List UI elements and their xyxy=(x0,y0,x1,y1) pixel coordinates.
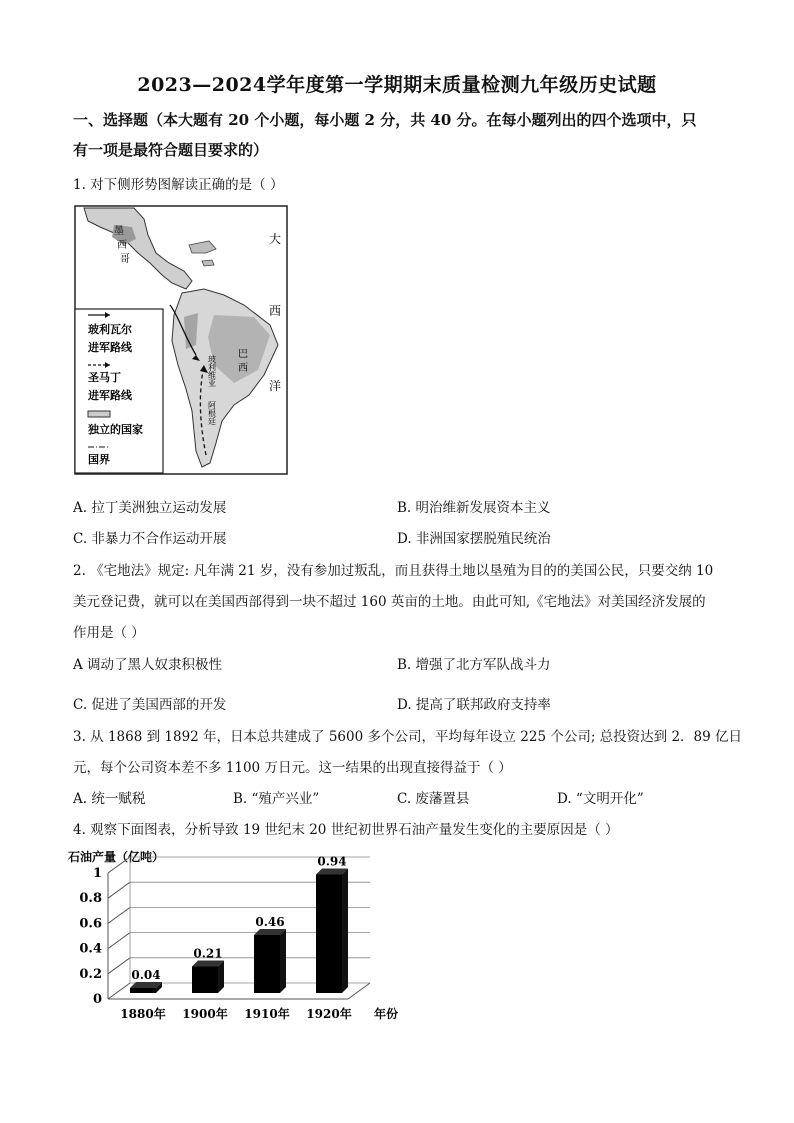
q2-option-d: D. 提高了联邦政府支持率 xyxy=(397,697,551,713)
y-tick-label: 0 xyxy=(92,992,102,1007)
bar-side xyxy=(342,869,348,993)
map-label-ocean-3: 洋 xyxy=(269,379,282,393)
grid-diag xyxy=(108,882,130,898)
y-tick-label: 0.6 xyxy=(79,916,102,932)
chart-bars xyxy=(130,855,348,993)
grid-diag xyxy=(108,907,130,923)
chart-x-axis-label: 年份 xyxy=(374,1007,399,1021)
grid-diag xyxy=(108,933,130,949)
west-coast-shade xyxy=(184,313,198,349)
map-label-ocean-1: 大 xyxy=(269,232,282,246)
q2-stem-line3: 作用是（ ） xyxy=(73,625,145,641)
legend-san-martin-1: 圣马丁 xyxy=(88,371,121,384)
page-title: 2023—2024学年度第一学期期末质量检测九年级历史试题 xyxy=(137,74,657,96)
latin-america-map xyxy=(74,205,288,475)
map-label-ocean-2: 西 xyxy=(269,304,282,318)
q3-option-d: D. “文明开化” xyxy=(557,791,644,807)
bar-front xyxy=(192,967,218,993)
legend-san-martin-2: 进军路线 xyxy=(88,389,132,402)
bar-value-label: 0.04 xyxy=(131,967,161,982)
bar-front xyxy=(130,988,156,993)
floor-edge xyxy=(348,983,370,999)
y-tick-label: 0.2 xyxy=(79,966,102,982)
bar-value-label: 0.94 xyxy=(317,854,347,869)
legend-independent: 独立的国家 xyxy=(88,423,143,436)
x-tick-label: 1910年 xyxy=(244,1007,290,1021)
q3-option-b: B. “殖产兴业” xyxy=(233,791,320,807)
legend-bolivar-2: 进军路线 xyxy=(88,341,132,354)
map-label-argentina: 阿根廷 xyxy=(207,401,217,425)
bar-value-label: 0.21 xyxy=(193,946,223,961)
q1-option-c: C. 非暴力不合作运动开展 xyxy=(73,531,227,547)
q2-option-c: C. 促进了美国西部的开发 xyxy=(73,697,227,713)
y-tick-label: 1 xyxy=(92,866,102,881)
chart-x-ticks xyxy=(120,1006,351,1021)
q2-stem-line2: 美元登记费，就可以在美国西部得到一块不超过 160 英亩的土地。由此可知,《宅地法》对美国经济发展的 xyxy=(73,594,706,610)
x-tick-label: 1880年 xyxy=(120,1007,166,1021)
q3-option-a: A. 统一赋税 xyxy=(73,791,146,807)
y-tick-label: 0.4 xyxy=(79,941,102,957)
bar-front xyxy=(316,875,342,993)
q1-option-d: D. 非洲国家摆脱殖民统治 xyxy=(397,531,551,547)
bar-front xyxy=(254,935,280,993)
q2-option-a: A 调动了黑人奴隶积极性 xyxy=(73,657,223,673)
q1-option-b: B. 明治维新发展资本主义 xyxy=(397,500,551,516)
map-label-mexico-1: 墨 xyxy=(114,226,124,237)
q1-option-a: A. 拉丁美洲独立运动发展 xyxy=(73,500,227,516)
grid-diag xyxy=(108,983,130,999)
q2-option-b: B. 增强了北方军队战斗力 xyxy=(397,657,551,673)
q2-stem-line1: 2. 《宅地法》规定: 凡年满 21 岁，没有参加过叛乱，而且获得土地以垦殖为目的的美国公民，只要交纳 10 xyxy=(73,563,714,579)
chart-title: 石油产量（亿吨） xyxy=(68,850,165,864)
grid-diag xyxy=(108,958,130,974)
map-label-brazil-1: 巴 xyxy=(238,349,248,360)
bar-side xyxy=(280,929,286,993)
map-label-bolivia: 玻利维亚 xyxy=(207,355,217,387)
q4-stem: 4. 观察下面图表，分析导致 19 世纪末 20 世纪初世界石油产量发生变化的主要原因是（ ） xyxy=(73,822,619,838)
oil-production-chart xyxy=(66,845,426,1035)
q1-stem: 1. 对下侧形势图解读正确的是（ ） xyxy=(73,177,284,193)
legend-country-swatch xyxy=(88,411,110,417)
q3-stem-line1: 3. 从 1868 到 1892 年，日本总共建成了 5600 多个公司，平均每年设立 225 个公司; 总投资达到 2．89 亿日 xyxy=(73,729,743,745)
legend-bolivar-1: 玻利瓦尔 xyxy=(88,323,132,336)
section-heading-line1: 一、选择题（本大题有 20 个小题，每小题 2 分，共 40 分。在每小题列出的四个选项中，只 xyxy=(73,111,697,129)
y-tick-label: 0.8 xyxy=(79,891,102,907)
x-tick-label: 1920年 xyxy=(306,1007,352,1021)
bar-value-label: 0.46 xyxy=(255,915,285,930)
map-label-mexico-2: 西 xyxy=(117,240,127,251)
section-heading-line2: 有一项是最符合题目要求的） xyxy=(73,141,269,159)
q3-stem-line2: 元，每个公司资本差不多 1100 万日元。这一结果的出现直接得益于（ ） xyxy=(73,760,512,776)
map-label-mexico-3: 哥 xyxy=(120,254,130,265)
chart-y-ticks xyxy=(79,866,102,1007)
legend-border: 国界 xyxy=(88,453,110,466)
map-label-brazil-2: 西 xyxy=(238,363,248,374)
x-tick-label: 1900年 xyxy=(182,1007,228,1021)
q3-option-c: C. 废藩置县 xyxy=(397,791,470,807)
